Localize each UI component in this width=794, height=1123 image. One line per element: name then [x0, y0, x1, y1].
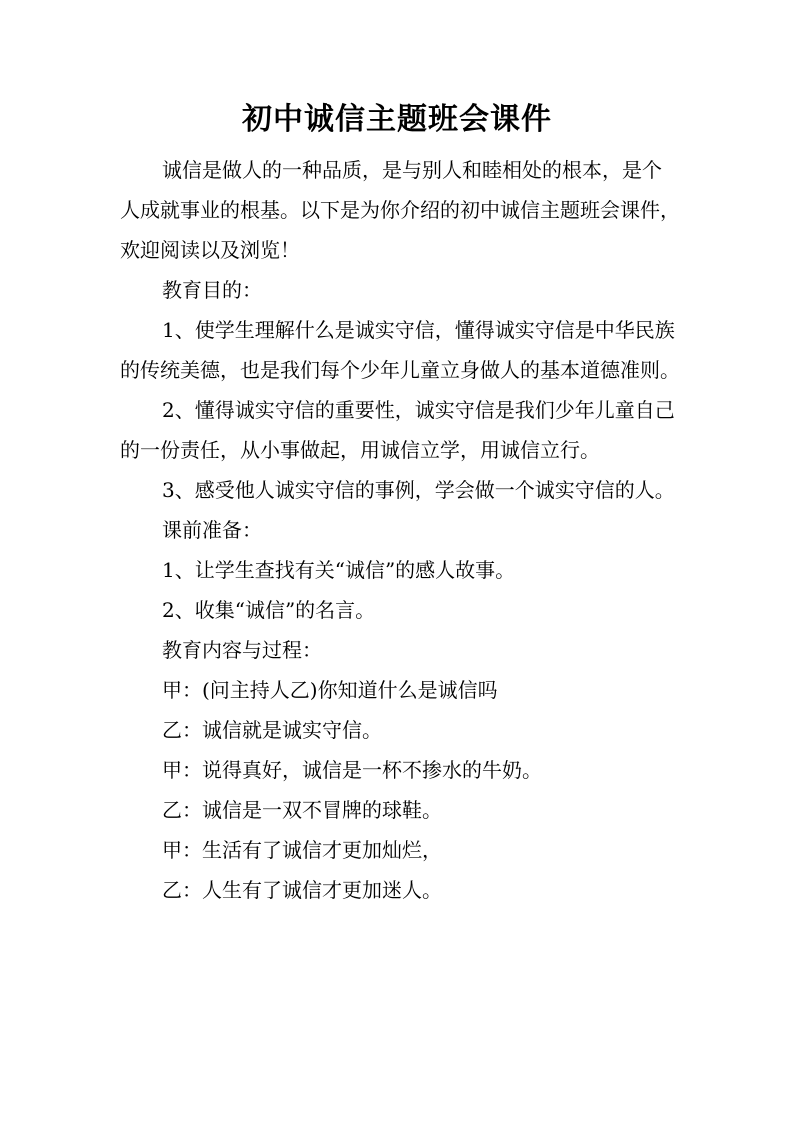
paragraph-goal-3: 3、感受他人诚实守信的事例，学会做一个诚实守信的人。: [162, 478, 675, 502]
dialogue-line: 甲：生活有了诚信才更加灿烂，: [162, 838, 442, 862]
paragraph-goal-1: 1、使学生理解什么是诚实守信，懂得诚实守信是中华民族的传统美德，也是我们每个少年儿童立身做人的基本道德准则。: [120, 318, 680, 382]
document-title: 初中诚信主题班会课件: [242, 102, 552, 137]
paragraph-content-heading: 教育内容与过程：: [162, 638, 322, 662]
dialogue-line: 甲：(问主持人乙)你知道什么是诚信吗: [162, 678, 498, 702]
paragraph-goal-2: 2、懂得诚实守信的重要性，诚实守信是我们少年儿童自己的一份责任，从小事做起，用诚信立学，用诚信立行。: [120, 398, 675, 462]
document-body: [120, 150, 680, 910]
paragraph-goals-heading: 教育目的：: [162, 278, 262, 302]
dialogue-line: 甲：说得真好，诚信是一杯不掺水的牛奶。: [162, 758, 542, 782]
paragraph-prep-1: 1、让学生查找有关“诚信”的感人故事。: [162, 558, 516, 582]
paragraph-prep-heading: 课前准备：: [162, 518, 262, 542]
dialogue-line: 乙：人生有了诚信才更加迷人。: [162, 878, 442, 902]
dialogue-line: 乙：诚信就是诚实守信。: [162, 718, 382, 742]
paragraph-intro: 诚信是做人的一种品质，是与别人和睦相处的根本，是个人成就事业的根基。以下是为你介绍的初中诚信主题班会课件，欢迎阅读以及浏览！: [120, 158, 680, 262]
dialogue-line: 乙：诚信是一双不冒牌的球鞋。: [162, 798, 442, 822]
paragraph-prep-2: 2、收集“诚信”的名言。: [162, 598, 376, 622]
